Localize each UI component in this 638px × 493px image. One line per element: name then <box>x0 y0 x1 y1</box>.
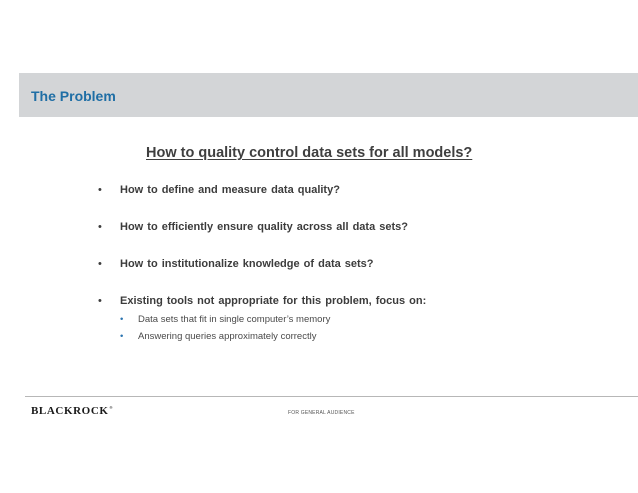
bullet-dot-icon: • <box>98 258 102 270</box>
sub-bullet-text: Data sets that fit in single computer’s memory <box>138 314 331 325</box>
sub-bullet-item <box>120 331 316 342</box>
blackrock-logo <box>31 405 113 417</box>
sub-bullet-dot-icon: • <box>120 314 124 325</box>
footer-divider <box>25 396 638 397</box>
bullet-dot-icon: • <box>98 221 102 233</box>
bullet-text: How to efficiently ensure quality across all data sets? <box>120 221 408 233</box>
logo-registered-mark: ® <box>109 405 114 410</box>
bullet-item <box>98 221 408 233</box>
bullet-dot-icon: • <box>98 184 102 196</box>
sub-bullet-dot-icon: • <box>120 331 124 342</box>
slide-headline: How to quality control data sets for all models? <box>146 145 473 161</box>
bullet-dot-icon: • <box>98 295 102 307</box>
bullet-item <box>98 295 426 307</box>
title-band <box>19 73 638 117</box>
sub-bullet-text: Answering queries approximately correctly <box>138 331 317 342</box>
bullet-text: How to define and measure data quality? <box>120 184 340 196</box>
bullet-item <box>98 258 374 270</box>
bullet-text: Existing tools not appropriate for this problem, focus on: <box>120 295 427 307</box>
slide-title: The Problem <box>31 88 116 104</box>
logo-text: BLACKROCK <box>31 405 109 417</box>
audience-label: FOR GENERAL AUDIENCE <box>288 410 355 416</box>
bullet-item <box>98 184 340 196</box>
sub-bullet-item <box>120 314 330 325</box>
bullet-text: How to institutionalize knowledge of data sets? <box>120 258 374 270</box>
